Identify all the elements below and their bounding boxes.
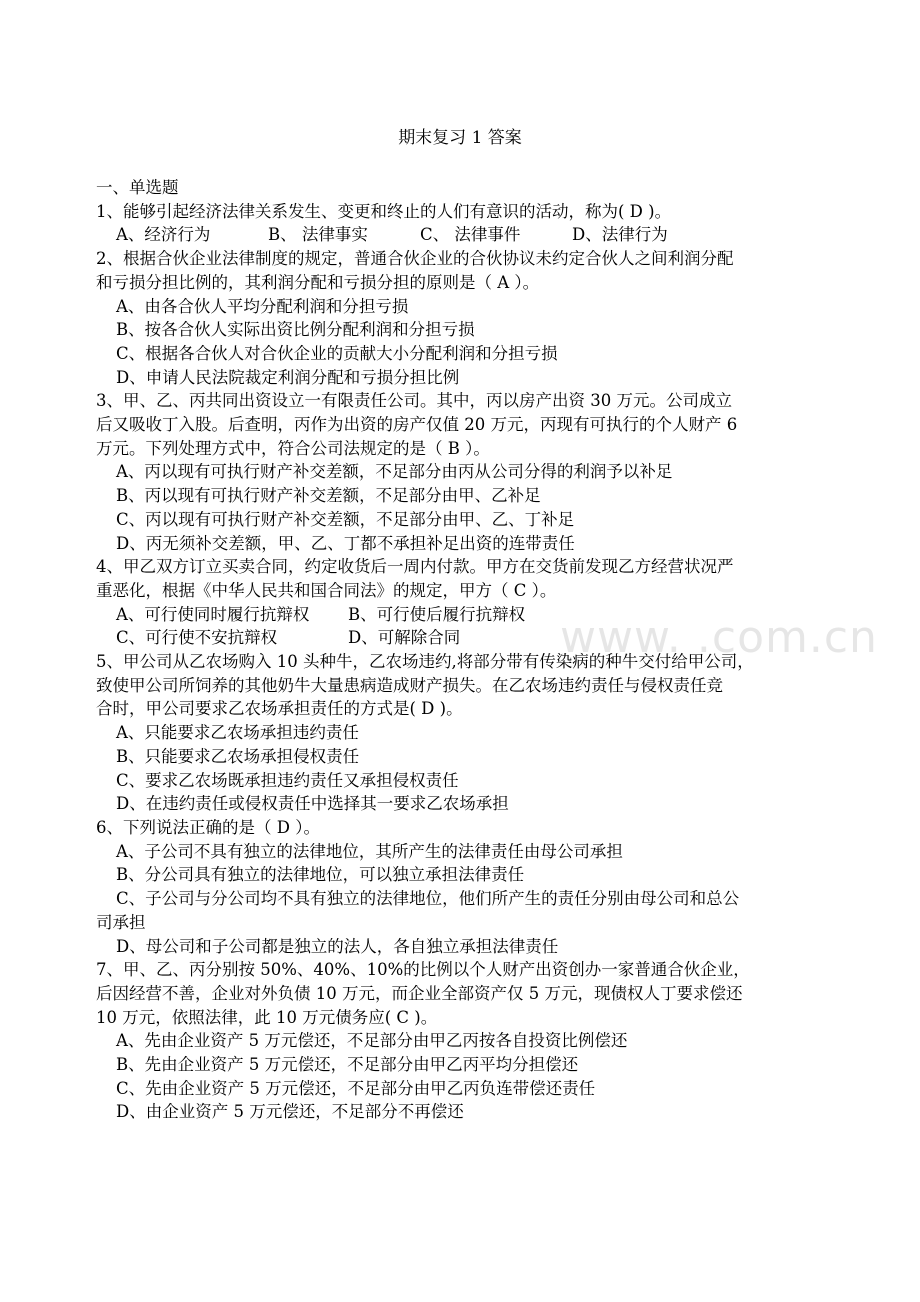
question-4-option-d: D、可解除合同	[348, 628, 461, 648]
question-6-option-b: B、分公司具有独立的法律地位，可以独立承担法律责任	[116, 865, 525, 885]
document-title: 期末复习 1 答案	[398, 128, 522, 148]
question-4-option-c: C、可行使不安抗辩权	[116, 628, 278, 648]
question-4-options-row-2	[96, 626, 816, 650]
question-3-option-a: A、丙以现有可执行财产补交差额，不足部分由丙从公司分得的利润予以补足	[116, 462, 673, 482]
question-6-option-c-line-1: C、子公司与分公司均不具有独立的法律地位，他们所产生的责任分别由母公司和总公	[116, 889, 740, 909]
question-6-option-a: A、子公司不具有独立的法律地位，其所产生的法律责任由母公司承担	[116, 841, 623, 861]
question-3-option-b: B、丙以现有可执行财产补交差额，不足部分由甲、乙补足	[116, 486, 541, 506]
question-5-option-c: C、要求乙农场既承担违约责任又承担侵权责任	[116, 770, 459, 790]
question-4-option-a: A、可行使同时履行抗辩权	[116, 604, 310, 624]
question-3-stem-line-1: 3、甲、乙、丙共同出资设立一有限责任公司。其中，丙以房产出资 30 万元。公司成立	[96, 391, 732, 411]
question-7-option-b: B、先由企业资产 5 万元偿还，不足部分由甲乙丙平均分担偿还	[116, 1055, 579, 1075]
question-6-stem: 6、下列说法正确的是（ D ）。	[96, 817, 320, 837]
question-2-option-a: A、由各合伙人平均分配利润和分担亏损	[116, 296, 409, 316]
question-2-option-d: D、申请人民法院裁定利润分配和亏损分担比例	[116, 367, 460, 387]
question-2-option-b: B、按各合伙人实际出资比例分配利润和分担亏损	[116, 320, 475, 340]
question-7-option-d: D、由企业资产 5 万元偿还，不足部分不再偿还	[116, 1102, 464, 1122]
question-7-option-c: C、先由企业资产 5 万元偿还，不足部分由甲乙丙负连带偿还责任	[116, 1078, 596, 1098]
question-4-stem-line-1: 4、甲乙双方订立买卖合同，约定收货后一周内付款。甲方在交货前发现乙方经营状况严	[96, 557, 734, 577]
question-1-stem: 1、能够引起经济法律关系发生、变更和终止的人们有意识的活动，称为( D )。	[96, 201, 672, 221]
question-1-option-b: B、 法律事实	[268, 225, 368, 245]
watermark: www. .com.cn	[560, 612, 878, 663]
question-4-stem-line-2: 重恶化，根据《中华人民共和国合同法》的规定，甲方（ C ）。	[96, 580, 557, 600]
question-6-option-d: D、母公司和子公司都是独立的法人，各自独立承担法律责任	[116, 936, 559, 956]
question-1-options	[96, 223, 816, 247]
question-1-option-c: C、 法律事件	[420, 225, 521, 245]
question-1-option-d: D、法律行为	[572, 225, 668, 245]
question-7-stem-line-1: 7、甲、乙、丙分别按 50%、40%、10%的比例以个人财产出资创办一家普通合伙企业，	[96, 960, 750, 980]
question-7-stem-line-2: 后因经营不善，企业对外负债 10 万元，而企业全部资产仅 5 万元，现债权人丁要求偿还	[96, 983, 743, 1003]
question-1-option-a: A、经济行为	[116, 225, 211, 245]
question-5-option-d: D、在违约责任或侵权责任中选择其一要求乙农场承担	[116, 794, 509, 814]
question-5-stem-line-1: 5、甲公司从乙农场购入 10 头种牛，乙农场违约,将部分带有传染病的种牛交付给甲公司，	[96, 652, 754, 672]
question-7-option-a: A、先由企业资产 5 万元偿还，不足部分由甲乙丙按各自投资比例偿还	[116, 1031, 628, 1051]
question-2-option-c: C、根据各合伙人对合伙企业的贡献大小分配利润和分担亏损	[116, 343, 558, 363]
question-3-stem-line-2: 后又吸收丁入股。后查明，丙作为出资的房产仅值 20 万元，丙现有可执行的个人财产 6	[96, 415, 738, 435]
question-6-option-c-line-2: 司承担	[96, 912, 146, 932]
question-3-stem-line-3: 万元。下列处理方式中，符合公司法规定的是（ B ）。	[96, 438, 490, 458]
question-4-option-b: B、可行使后履行抗辩权	[348, 604, 526, 624]
question-5-option-b: B、只能要求乙农场承担侵权责任	[116, 746, 360, 766]
question-3-option-d: D、丙无须补交差额，甲、乙、丁都不承担补足出资的连带责任	[116, 533, 575, 553]
document-body	[96, 176, 816, 1124]
question-5-stem-line-2: 致使甲公司所饲养的其他奶牛大量患病造成财产损失。在乙农场违约责任与侵权责任竞	[96, 675, 723, 695]
question-2-stem-line-1: 2、根据合伙企业法律制度的规定，普通合伙企业的合伙协议未约定合伙人之间利润分配	[96, 249, 734, 269]
question-4-options-row-1	[96, 603, 816, 627]
question-5-option-a: A、只能要求乙农场承担违约责任	[116, 723, 359, 743]
question-5-stem-line-3: 合时，甲公司要求乙农场承担责任的方式是( D )。	[96, 699, 463, 719]
section-heading: 一、单选题	[96, 178, 179, 197]
question-2-stem-line-2: 和亏损分担比例的，其利润分配和亏损分担的原则是（ A ）。	[96, 272, 540, 292]
question-7-stem-line-3: 10 万元，依照法律，此 10 万元债务应( C )。	[96, 1007, 438, 1027]
question-3-option-c: C、丙以现有可执行财产补交差额，不足部分由甲、乙、丁补足	[116, 509, 575, 529]
